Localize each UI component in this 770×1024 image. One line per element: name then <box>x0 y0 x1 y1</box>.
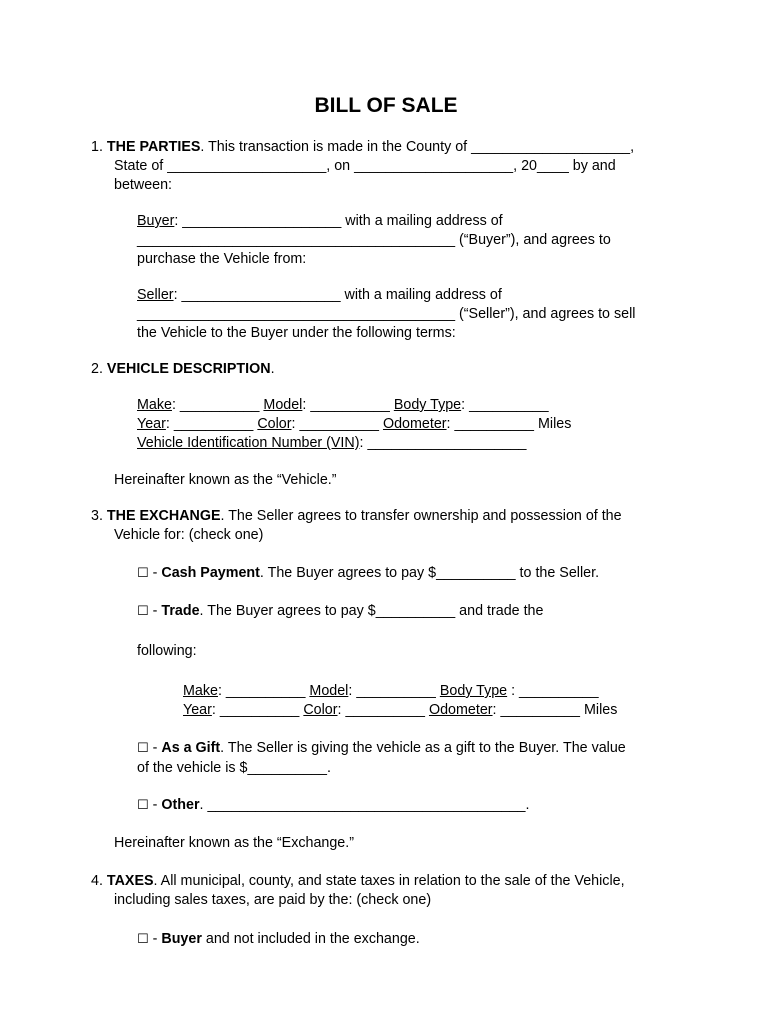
cash-payment-option <box>137 564 599 583</box>
miles-unit: Miles <box>534 416 572 432</box>
trade-model-blank: : __________ <box>348 683 436 699</box>
gift-option <box>137 739 626 758</box>
heading-period: . <box>270 361 275 377</box>
seller-text: : ____________________ with a mailing address of <box>173 287 502 303</box>
trade-option <box>137 602 543 621</box>
option-dash: - <box>148 603 162 619</box>
trade-text: . The Buyer agrees to pay $__________ and trade the <box>199 603 544 619</box>
trade-odometer-blank: : __________ <box>492 702 581 718</box>
seller-label: Seller <box>137 287 174 303</box>
cash-payment-label: Cash Payment <box>161 565 260 581</box>
document-title: BILL OF SALE <box>314 94 458 117</box>
section-number: 4. <box>91 873 103 889</box>
section-number: 2. <box>91 361 103 377</box>
taxes-text: . All municipal, county, and state taxes in relation to the sale of the Vehicle, <box>153 873 625 889</box>
trade-odometer-label: Odometer <box>428 702 493 718</box>
trade-following: following: <box>137 643 197 659</box>
exchange-heading: THE EXCHANGE <box>106 508 221 524</box>
odometer-blank: : __________ <box>446 416 535 432</box>
other-text: . ________________________________________. <box>199 797 530 813</box>
odometer-label: Odometer <box>382 416 447 432</box>
cash-payment-text: . The Buyer agrees to pay $__________ to the Seller. <box>259 565 600 581</box>
section-number: 1. <box>91 139 103 155</box>
trade-body-type-label: Body Type <box>439 683 508 699</box>
trade-make-blank: : __________ <box>217 683 306 699</box>
buyer-text: : ____________________ with a mailing address of <box>174 213 503 229</box>
gift-text: . The Seller is giving the vehicle as a gift to the Buyer. The value <box>220 740 626 756</box>
taxes-buyer-text: and not included in the exchange. <box>201 931 420 947</box>
other-option <box>137 796 529 815</box>
gift-label: As a Gift <box>161 740 221 756</box>
parties-heading: THE PARTIES <box>106 139 201 155</box>
vehicle-vin-line <box>137 434 526 453</box>
trade-year-color-line <box>183 701 617 720</box>
make-blank: : __________ <box>171 397 260 413</box>
cash-payment-checkbox[interactable]: ☐ <box>137 566 149 581</box>
option-dash: - <box>148 740 162 756</box>
color-blank: : __________ <box>291 416 379 432</box>
taxes-line-1 <box>91 872 625 891</box>
vin-blank: : ____________________ <box>359 435 527 451</box>
vehicle-make-model-line <box>137 396 549 415</box>
buyer-line-1 <box>137 212 503 231</box>
year-blank: : __________ <box>165 416 254 432</box>
trade-make-model-line <box>183 682 599 701</box>
trade-label: Trade <box>161 603 200 619</box>
body-type-label: Body Type <box>393 397 462 413</box>
other-label: Other <box>161 797 200 813</box>
model-blank: : __________ <box>302 397 390 413</box>
vehicle-hereinafter: Hereinafter known as the “Vehicle.” <box>114 472 337 488</box>
other-checkbox[interactable]: ☐ <box>137 798 149 813</box>
parties-line-1 <box>91 138 634 157</box>
trade-color-label: Color <box>303 702 338 718</box>
trade-color-blank: : __________ <box>337 702 425 718</box>
parties-line-3: between: <box>114 177 173 193</box>
make-label: Make <box>137 397 172 413</box>
section-number: 3. <box>91 508 103 524</box>
parties-line-2: State of ____________________, on ____________________, 20____ by and <box>114 158 616 174</box>
buyer-line-2: ________________________________________ (“Buyer”), and agrees to <box>137 232 611 248</box>
parties-text: . This transaction is made in the County of ____________________, <box>200 139 635 155</box>
trade-year-blank: : __________ <box>211 702 300 718</box>
taxes-line-2: including sales taxes, are paid by the: (check one) <box>114 892 432 908</box>
seller-line-1 <box>137 286 502 305</box>
taxes-buyer-label: Buyer <box>161 931 202 947</box>
trade-checkbox[interactable]: ☐ <box>137 604 149 619</box>
buyer-label: Buyer <box>137 213 175 229</box>
year-label: Year <box>137 416 166 432</box>
vehicle-description-heading: VEHICLE DESCRIPTION <box>106 361 271 377</box>
exchange-line-2: Vehicle for: (check one) <box>114 527 264 543</box>
trade-year-label: Year <box>183 702 212 718</box>
exchange-hereinafter: Hereinafter known as the “Exchange.” <box>114 835 354 851</box>
color-label: Color <box>257 416 292 432</box>
buyer-line-3: purchase the Vehicle from: <box>137 251 307 267</box>
gift-line-2: of the vehicle is $__________. <box>137 760 331 776</box>
taxes-buyer-checkbox[interactable]: ☐ <box>137 932 149 947</box>
seller-line-3: the Vehicle to the Buyer under the following terms: <box>137 325 456 341</box>
taxes-buyer-option <box>137 930 420 949</box>
exchange-line-1 <box>91 507 622 526</box>
gift-checkbox[interactable]: ☐ <box>137 741 149 756</box>
exchange-text: . The Seller agrees to transfer ownership and possession of the <box>220 508 622 524</box>
option-dash: - <box>148 797 162 813</box>
model-label: Model <box>263 397 303 413</box>
trade-model-label: Model <box>309 683 349 699</box>
trade-make-label: Make <box>183 683 218 699</box>
trade-miles-unit: Miles <box>580 702 618 718</box>
taxes-heading: TAXES <box>106 873 154 889</box>
vehicle-description-line <box>91 360 275 379</box>
option-dash: - <box>148 565 162 581</box>
option-dash: - <box>148 931 162 947</box>
body-type-blank: : __________ <box>461 397 549 413</box>
trade-body-type-blank: : __________ <box>507 683 599 699</box>
vin-label: Vehicle Identification Number (VIN) <box>137 435 360 451</box>
seller-line-2: ________________________________________ (“Seller”), and agrees to sell <box>137 306 636 322</box>
vehicle-year-color-line <box>137 415 571 434</box>
